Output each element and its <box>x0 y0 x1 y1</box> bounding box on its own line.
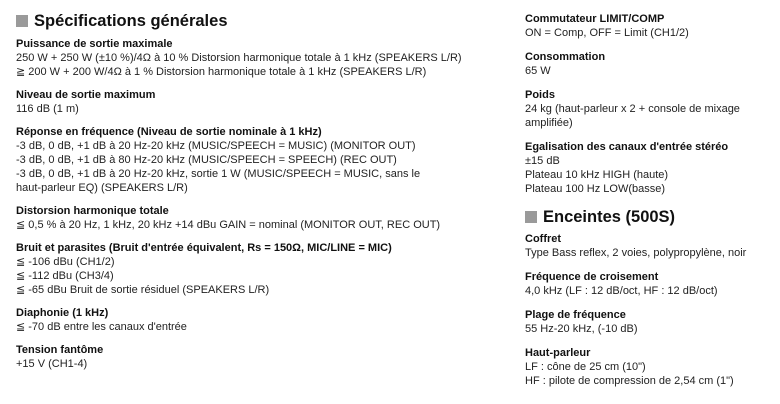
spec-crossover-frequency <box>525 270 775 298</box>
section-general-specs <box>16 10 511 32</box>
spec-value: ≦ -65 dBu Bruit de sortie résiduel (SPEAKERS L/R) <box>16 284 270 296</box>
spec-heading: Tension fantôme <box>16 344 104 356</box>
spec-heading: Réponse en fréquence (Niveau de sortie nominale à 1 kHz) <box>16 126 322 138</box>
square-bullet-icon <box>16 15 28 27</box>
spec-heading: Plage de fréquence <box>525 309 626 321</box>
spec-heading: Haut-parleur <box>525 347 591 359</box>
left-column <box>16 0 511 380</box>
spec-value: ≦ -106 dBu (CH1/2) <box>16 256 115 268</box>
spec-heading: Niveau de sortie maximum <box>16 89 156 101</box>
spec-value: +15 V (CH1-4) <box>16 358 88 370</box>
spec-power-consumption <box>525 50 775 78</box>
spec-enclosure <box>525 232 775 260</box>
spec-value: 55 Hz-20 kHz, (-10 dB) <box>525 323 638 335</box>
spec-heading: Diaphonie (1 kHz) <box>16 307 109 319</box>
spec-value: ≧ 200 W + 200 W/4Ω à 1 % Distorsion harmonique totale à 1 kHz (SPEAKERS L/R) <box>16 66 427 78</box>
spec-stereo-eq <box>525 140 775 196</box>
spec-value: Plateau 10 kHz HIGH (haute) <box>525 169 669 181</box>
spec-value: Plateau 100 Hz LOW(basse) <box>525 183 666 195</box>
spec-frequency-range <box>525 308 775 336</box>
section-speakers <box>525 206 775 228</box>
square-bullet-icon <box>525 211 537 223</box>
spec-heading: Consommation <box>525 51 606 63</box>
spec-value: 4,0 kHz (LF : 12 dB/oct, HF : 12 dB/oct) <box>525 285 718 297</box>
spec-heading: Egalisation des canaux d'entrée stéréo <box>525 141 729 153</box>
spec-value: -3 dB, 0 dB, +1 dB à 20 Hz-20 kHz, sortie 1 W (MUSIC/SPEECH = MUSIC, sans le <box>16 168 421 180</box>
spec-value: 116 dB (1 m) <box>16 103 79 115</box>
spec-value: 24 kg (haut-parleur x 2 + console de mixage <box>525 103 740 115</box>
spec-value: ≦ 0,5 % à 20 Hz, 1 kHz, 20 kHz +14 dBu GAIN = nominal (MONITOR OUT, REC OUT) <box>16 219 441 231</box>
spec-heading: Fréquence de croisement <box>525 271 659 283</box>
spec-value: amplifiée) <box>525 117 573 129</box>
spec-value: 65 W <box>525 65 551 77</box>
spec-weight <box>525 88 775 130</box>
spec-max-output-level <box>16 88 511 116</box>
spec-value: Type Bass reflex, 2 voies, polypropylène, noir <box>525 247 747 259</box>
spec-value: -3 dB, 0 dB, +1 dB à 80 Hz-20 kHz (MUSIC/SPEECH = SPEECH) (REC OUT) <box>16 154 397 166</box>
spec-value: LF : cône de 25 cm (10") <box>525 361 646 373</box>
spec-thd <box>16 204 511 232</box>
spec-phantom-power <box>16 343 511 371</box>
spec-drivers <box>525 346 775 388</box>
spec-value: -3 dB, 0 dB, +1 dB à 20 Hz-20 kHz (MUSIC/SPEECH = MUSIC) (MONITOR OUT) <box>16 140 416 152</box>
spec-hum-noise <box>16 241 511 297</box>
section-title-text: Spécifications générales <box>34 11 228 30</box>
spec-value: 250 W + 250 W (±10 %)/4Ω à 10 % Distorsion harmonique totale à 1 kHz (SPEAKERS L/R) <box>16 52 462 64</box>
spec-value: ≦ -70 dB entre les canaux d'entrée <box>16 321 187 333</box>
spec-value: haut-parleur EQ) (SPEAKERS L/R) <box>16 182 188 194</box>
spec-frequency-response <box>16 125 511 195</box>
spec-heading: Bruit et parasites (Bruit d'entrée équivalent, Rs = 150Ω, MIC/LINE = MIC) <box>16 242 392 254</box>
right-column <box>525 0 775 398</box>
spec-value: ±15 dB <box>525 155 560 167</box>
spec-value: ≦ -112 dBu (CH3/4) <box>16 270 114 282</box>
spec-value: HF : pilote de compression de 2,54 cm (1") <box>525 375 734 387</box>
spec-heading: Commutateur LIMIT/COMP <box>525 13 665 25</box>
spec-value: ON = Comp, OFF = Limit (CH1/2) <box>525 27 689 39</box>
section-title-text: Enceintes (500S) <box>543 207 676 226</box>
spec-limit-comp-switch <box>525 12 775 40</box>
spec-crosstalk <box>16 306 511 334</box>
spec-heading: Distorsion harmonique totale <box>16 205 169 217</box>
spec-heading: Poids <box>525 89 555 101</box>
spec-heading: Puissance de sortie maximale <box>16 38 173 50</box>
spec-max-output-power <box>16 37 511 79</box>
spec-heading: Coffret <box>525 233 562 245</box>
